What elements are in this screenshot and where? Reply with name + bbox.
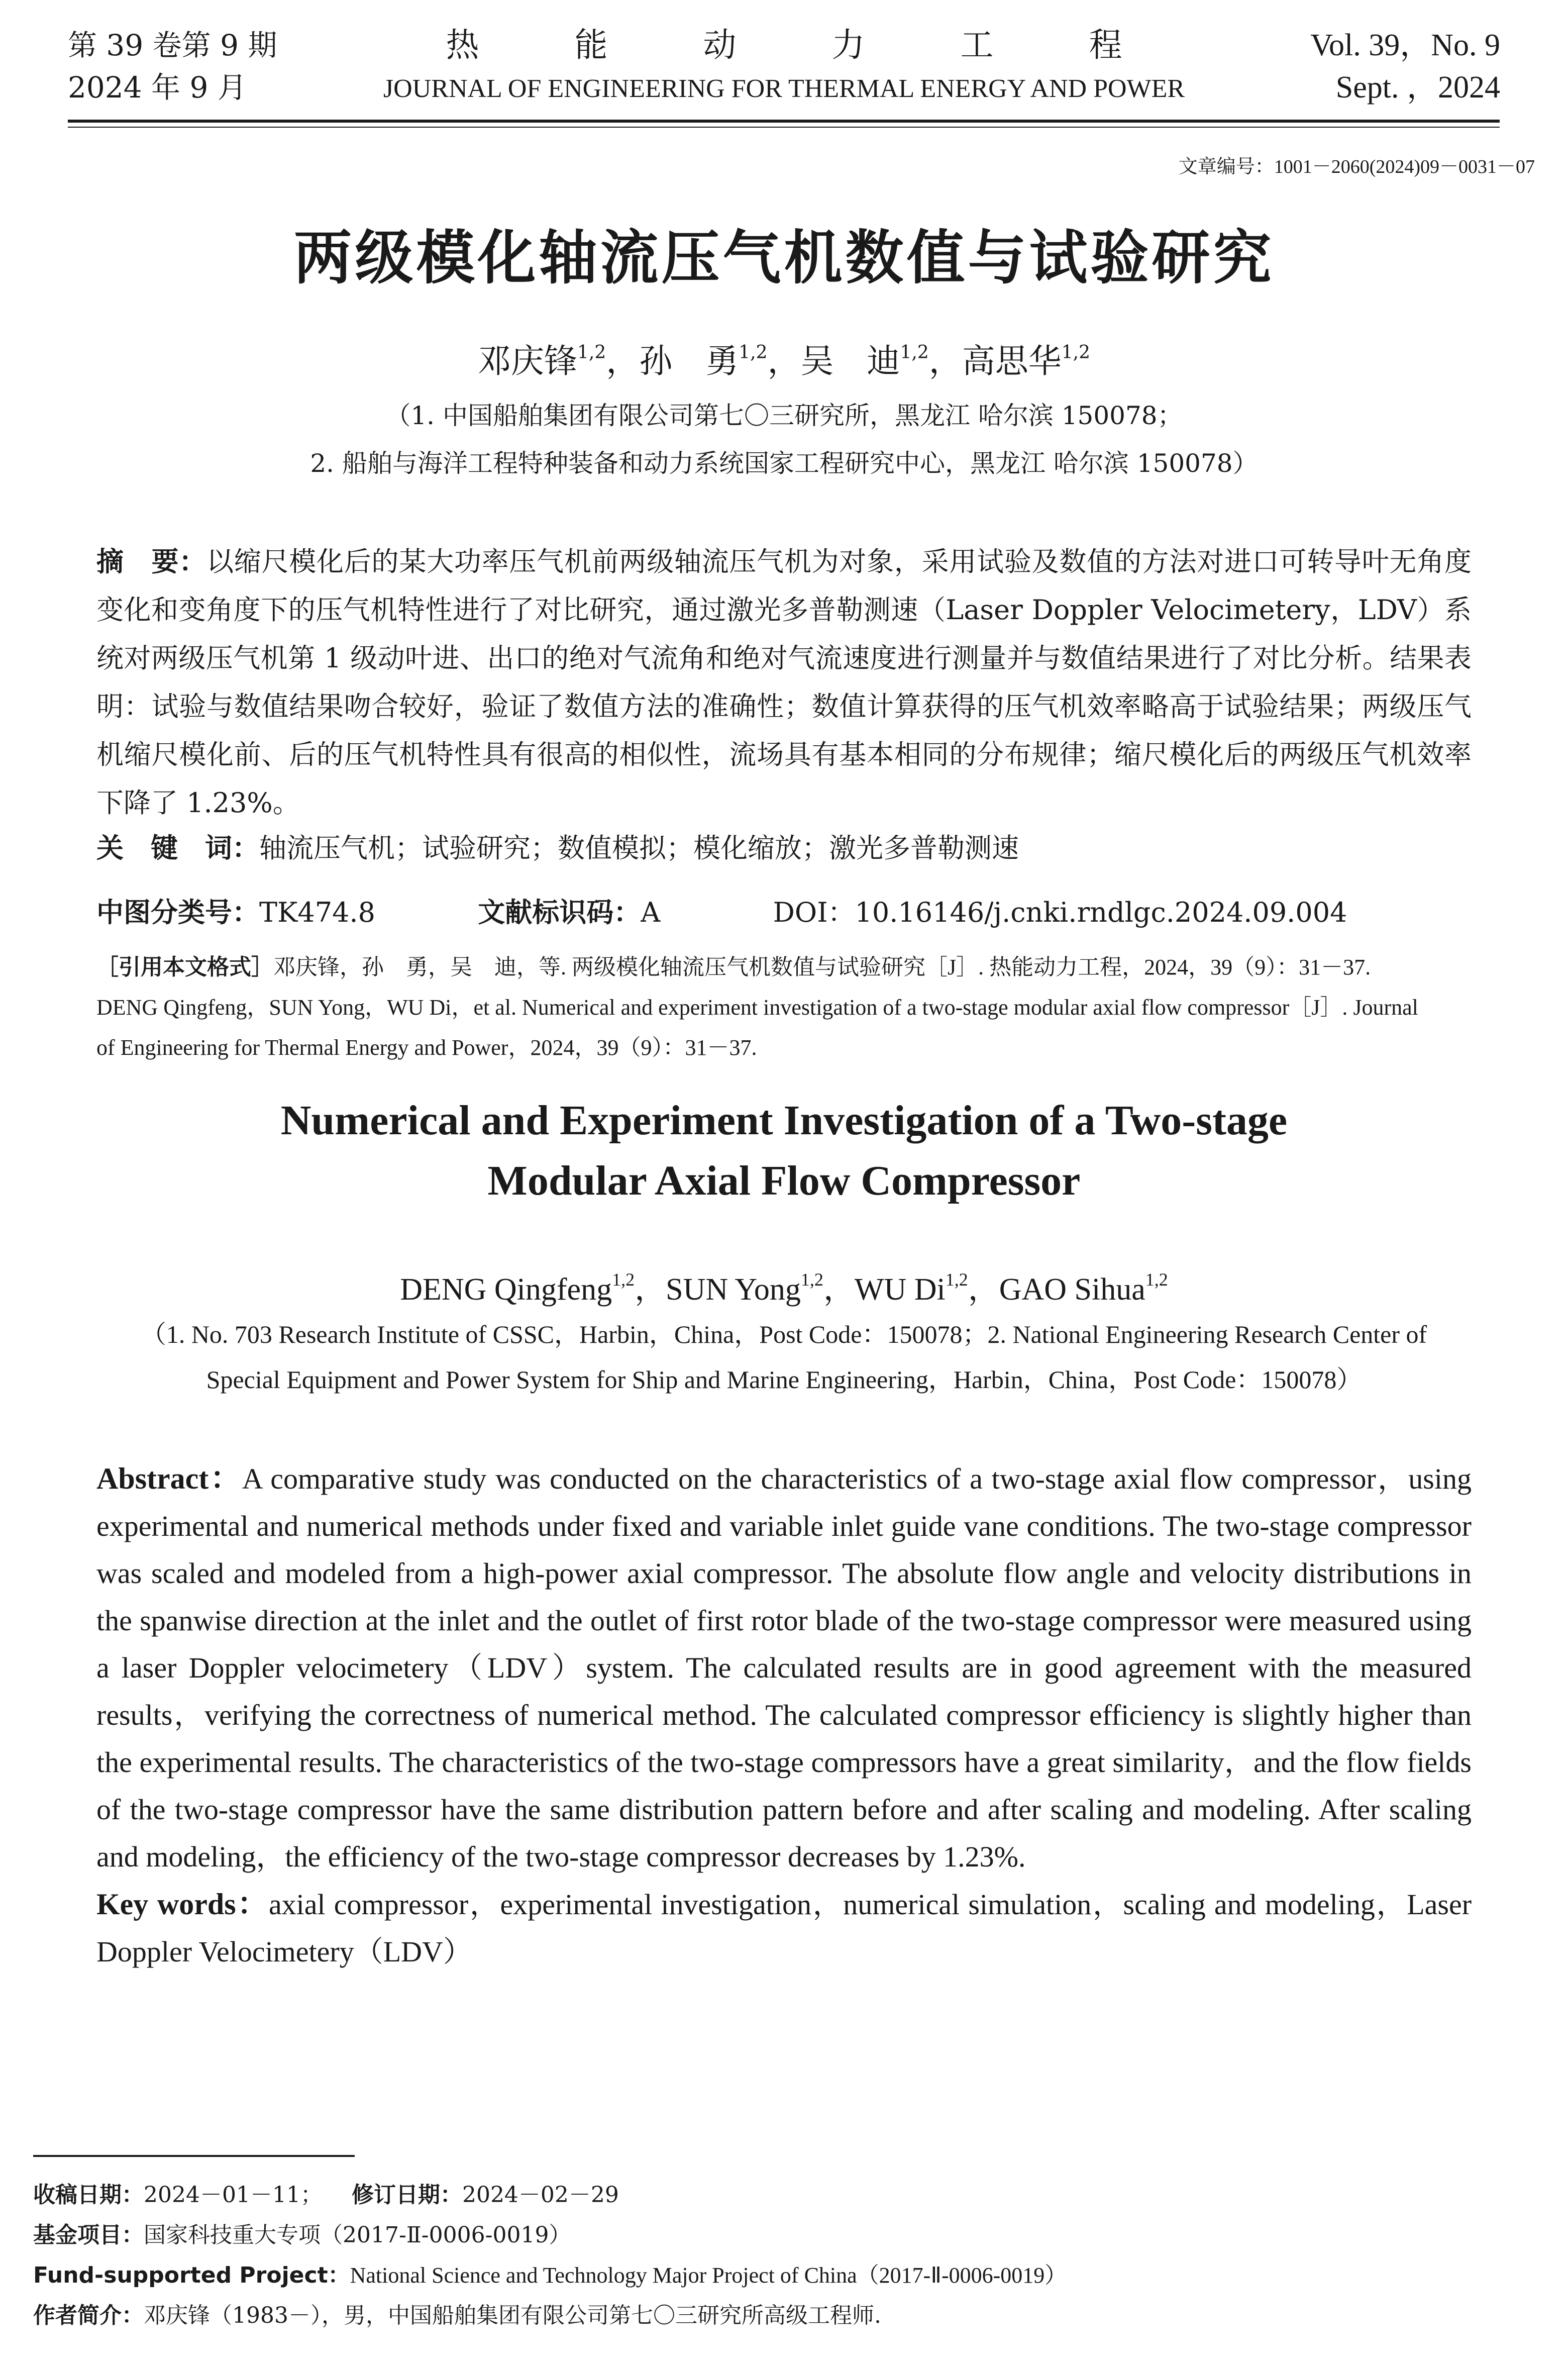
affiliations-en bbox=[96, 1312, 1472, 1402]
affiliation-en-line-2: Special Equipment and Power System for Ship and Marine Engineering，Harbin，China，Post Code：150078） bbox=[206, 1365, 1362, 1394]
title-en-line-2: Modular Axial Flow Compressor bbox=[487, 1157, 1081, 1204]
received-label: 收稿日期： bbox=[33, 2182, 144, 2208]
author-cn-3: ，吴 迪$^{1,2}$ bbox=[767, 342, 929, 380]
classification-line bbox=[96, 889, 1472, 937]
bio-value: 邓庆锋（1983－），男，中国船舶集团有限公司第七〇三研究所高级工程师. bbox=[144, 2303, 881, 2328]
abstract-en-paragraph bbox=[96, 1455, 1472, 1881]
affiliation-en-line-1: （1. No. 703 Research Institute of CSSC，Harbin，China，Post Code：150078；2. National Engineering Research Center of bbox=[141, 1320, 1427, 1348]
header-rule-thin bbox=[68, 127, 1500, 128]
volume-issue-cn: 第 39 卷第 9 期 bbox=[68, 28, 277, 62]
date-cn: 2024 年 9 月 bbox=[68, 70, 247, 105]
fund-cn-value: 国家科技重大专项（2017-Ⅱ-0006-0019） bbox=[144, 2222, 571, 2248]
abstract-cn-text: 以缩尺模化后的某大功率压气机前两级轴流压气机为对象，采用试验及数值的方法对进口可转导叶无角度变化和变角度下的压气机特性进行了对比研究，通过激光多普勒测速（Laser Doppler Velocimetery，LDV）系统对两级压气机第 1 级动叶进、出口的绝对气流角和绝对气流速度进行测量并与数值结果进行了对比分析。结果表明：试验与数值结果吻合较好，验证了数值方法的准确性；数值计算获得的压气机效率略高于试验结果；两级压气机缩尺模化前、后的压气机特性具有很高的相似性，流场具有基本相同的分布规律；缩尺模化后的两级压气机效率下降了 1.23%。 bbox=[96, 546, 1472, 819]
revised-label: 修订日期： bbox=[351, 2182, 462, 2208]
volume-issue-en: Vol. 39，No. 9 bbox=[1310, 28, 1500, 62]
authors-cn bbox=[0, 334, 1568, 382]
bio-label: 作者简介： bbox=[33, 2303, 144, 2328]
journal-name-en: JOURNAL OF ENGINEERING FOR THERMAL ENERGY AND POWER bbox=[383, 74, 1185, 103]
author-cn-1: 邓庆锋$^{1,2}$ bbox=[477, 342, 606, 380]
footnote-rule bbox=[33, 2155, 355, 2157]
clc-label: 中图分类号： bbox=[96, 897, 259, 928]
affiliations-cn bbox=[0, 392, 1568, 487]
title-en bbox=[0, 1091, 1568, 1211]
author-en-3: ，WU Di$^{1,2}$ bbox=[823, 1269, 968, 1307]
date-en: Sept. ，2024 bbox=[1335, 70, 1500, 105]
citation-line-2: DENG Qingfeng，SUN Yong，WU Di，et al. Numerical and experiment investigation of a two-stage modular axial flow compressor［J］. Journal bbox=[96, 995, 1418, 1020]
footnote-fund-en bbox=[33, 2256, 1535, 2295]
title-cn: 两级模化轴流压气机数值与试验研究 bbox=[293, 224, 1275, 292]
footnote-dates bbox=[33, 2176, 1535, 2214]
article-number: 文章编号：1001－2060(2024)09－0031－07 bbox=[1178, 156, 1535, 177]
abstract-en-label: Abstract： bbox=[96, 1462, 242, 1495]
journal-name-cn: 热能动力工程 bbox=[446, 26, 1218, 64]
keywords-en-label: Key words： bbox=[96, 1888, 269, 1921]
received-date: 2024－01－11； bbox=[144, 2182, 323, 2208]
citation-label: ［引用本文格式］ bbox=[96, 954, 273, 980]
author-en-1: DENG Qingfeng$^{1,2}$ bbox=[400, 1269, 635, 1307]
citation-block bbox=[96, 947, 1472, 1068]
author-en-4: ，GAO Sihua$^{1,2}$ bbox=[968, 1269, 1168, 1307]
keywords-cn-text: 轴流压气机；试验研究；数值模拟；模化缩放；激光多普勒测速 bbox=[259, 832, 1019, 864]
footnote-author-bio bbox=[33, 2297, 1535, 2335]
title-en-line-1: Numerical and Experiment Investigation of a Two-stage bbox=[280, 1097, 1288, 1144]
author-cn-2: ，孙 勇$^{1,2}$ bbox=[606, 342, 768, 380]
footnote-fund-cn bbox=[33, 2216, 1535, 2254]
clc-value: TK474.8 bbox=[259, 897, 375, 928]
keywords-cn bbox=[96, 824, 1472, 872]
doc-code-label: 文献标识码： bbox=[478, 897, 641, 928]
abstract-cn bbox=[96, 538, 1472, 827]
issue-info-en bbox=[1310, 24, 1500, 109]
citation-line-1: ［引用本文格式］邓庆锋，孙 勇，吴 迪，等. 两级模化轴流压气机数值与试验研究［J］. 热能动力工程，2024，39（9）：31－37. bbox=[96, 954, 1371, 980]
author-cn-4: ，高思华$^{1,2}$ bbox=[928, 342, 1091, 380]
doi[interactable]: DOI：10.16146/j.cnki.rndlgc.2024.09.004 bbox=[773, 897, 1347, 928]
header-rule-thick bbox=[68, 120, 1500, 123]
abstract-en-text: A comparative study was conducted on the characteristics of a two-stage axial flow compressor，using experimental and numerical methods under fixed and variable inlet guide vane conditions. The two-stage compressor was scaled and modeled from a high-power axial compressor. The absolute flow angle and velocity distributions in the spanwise direction at the inlet and the outlet of first rotor blade of the two-stage compressor were measured using a laser Doppler velocimetery（LDV）system. The calculated results are in good agreement with the measured results，verifying the correctness of numerical method. The calculated compressor efficiency is slightly higher than the experimental results. The characteristics of the two-stage compressors have a great similarity，and the flow fields of the two-stage compressor have the same distribution pattern before and after scaling and modeling. After scaling and modeling，the efficiency of the two-stage compressor decreases by 1.23%. bbox=[96, 1462, 1472, 1873]
affiliation-cn-line-1: （1. 中国船舶集团有限公司第七〇三研究所，黑龙江 哈尔滨 150078； bbox=[385, 401, 1183, 430]
keywords-en bbox=[96, 1881, 1472, 1976]
citation-line-3: of Engineering for Thermal Energy and Power，2024，39（9）：31－37. bbox=[96, 1035, 757, 1060]
keywords-cn-label: 关 键 词： bbox=[96, 832, 259, 864]
fund-cn-label: 基金项目： bbox=[33, 2222, 144, 2248]
doc-code-value: A bbox=[641, 897, 661, 928]
affiliation-cn-line-2: 2. 船舶与海洋工程特种装备和动力系统国家工程研究中心，黑龙江 哈尔滨 150078） bbox=[310, 449, 1258, 478]
abstract-en bbox=[96, 1455, 1472, 1976]
author-en-2: ，SUN Yong$^{1,2}$ bbox=[635, 1269, 823, 1307]
authors-en bbox=[0, 1264, 1568, 1309]
fund-en-value: National Science and Technology Major Project of China（2017-Ⅱ-0006-0019） bbox=[350, 2263, 1067, 2288]
keywords-en-text: axial compressor，experimental investigation，numerical simulation，scaling and modeling，Laser Doppler Velocimetery（LDV） bbox=[96, 1888, 1472, 1968]
fund-en-label: Fund-supported Project： bbox=[33, 2262, 350, 2288]
revised-date: 2024－02－29 bbox=[462, 2182, 619, 2208]
abstract-cn-label: 摘 要： bbox=[96, 546, 207, 577]
